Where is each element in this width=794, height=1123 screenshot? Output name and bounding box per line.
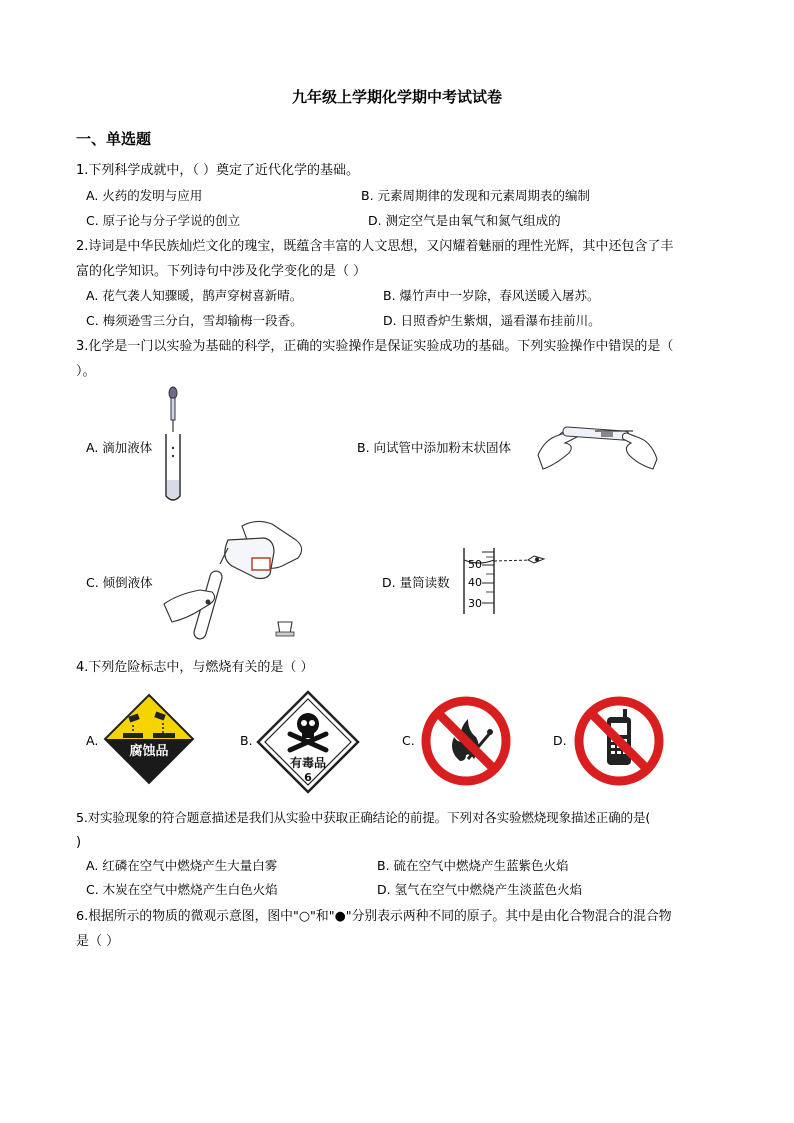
q2-option-b[interactable]: B. 爆竹声中一岁除，春风送暖入屠苏。 (383, 288, 600, 303)
q4-option-a[interactable]: A. (86, 733, 99, 748)
q2-option-c[interactable]: C. 梅须逊雪三分白，雪却输梅一段香。 (86, 313, 303, 328)
question-3-stem-line1: 3.化学是一门以实验为基础的科学，正确的实验操作是保证实验成功的基础。下列实验操作中错误的是（ (76, 339, 674, 354)
cylinder-tick-40: 40 (468, 576, 482, 589)
q1-option-c[interactable]: C. 原子论与分子学说的创立 (86, 213, 241, 228)
toxic-sign-icon (256, 690, 360, 794)
q1-option-d[interactable]: D. 测定空气是由氧气和氮气组成的 (368, 213, 561, 228)
cylinder-tick-30: 30 (468, 597, 482, 610)
question-6-stem-line2: 是（ ） (76, 934, 120, 949)
page-title: 九年级上学期化学期中考试试卷 (291, 88, 502, 106)
no-mobile-phone-sign-icon (573, 695, 665, 787)
q4-option-b[interactable]: B. (240, 733, 253, 748)
cylinder-tick-50: 50 (468, 558, 482, 571)
dropper-illustration-icon (160, 384, 190, 504)
corrosive-sign-icon (103, 693, 195, 785)
question-2-stem-line2: 富的化学知识。下列诗句中涉及化学变化的是（ ） (76, 264, 367, 279)
q5-option-b[interactable]: B. 硫在空气中燃烧产生蓝紫色火焰 (377, 858, 569, 873)
question-4-stem: 4.下列危险标志中，与燃烧有关的是（ ） (76, 660, 314, 675)
question-5-stem-line1: 5.对实验现象的符合题意描述是我们从实验中获取正确结论的前提。下列对各实验燃烧现象描述正确的是( (76, 810, 651, 825)
powder-adding-illustration-icon (535, 415, 660, 473)
q5-option-c[interactable]: C. 木炭在空气中燃烧产生白色火焰 (86, 882, 278, 897)
pouring-liquid-illustration-icon (160, 518, 310, 643)
q5-option-a[interactable]: A. 红磷在空气中燃烧产生大量白雾 (86, 858, 278, 873)
q2-option-a[interactable]: A. 花气袭人知骤暖，鹊声穿树喜新晴。 (86, 288, 303, 303)
q3-option-d[interactable]: D. 量筒读数 (382, 575, 450, 590)
toxic-sign-number: 6 (304, 771, 312, 784)
no-open-flame-sign-icon (420, 695, 512, 787)
corrosive-sign-label: 腐蚀品 (129, 744, 169, 759)
question-5-stem-line2: ) (76, 835, 82, 850)
q3-option-a[interactable]: A. 滴加液体 (86, 440, 153, 455)
q4-option-c[interactable]: C. (402, 733, 415, 748)
cylinder-reading-illustration-icon (460, 546, 550, 616)
q2-option-d[interactable]: D. 日照香炉生紫烟，遥看瀑布挂前川。 (383, 313, 601, 328)
question-3-stem-line2: ）。 (76, 364, 96, 379)
question-2-stem-line1: 2.诗词是中华民族灿烂文化的瑰宝，既蕴含丰富的人文思想，又闪耀着魅丽的理性光辉，其中还包含了丰 (76, 239, 674, 254)
q4-option-d[interactable]: D. (553, 733, 567, 748)
toxic-sign-label: 有毒品 (289, 756, 327, 770)
q3-option-b[interactable]: B. 向试管中添加粉末状固体 (357, 440, 512, 455)
q1-option-a[interactable]: A. 火药的发明与应用 (86, 188, 203, 203)
section-title: 一、单选题 (76, 130, 152, 148)
question-1-stem: 1.下列科学成就中，（ ）奠定了近代化学的基础。 (76, 163, 360, 178)
question-6-stem-line1: 6.根据所示的物质的微观示意图，图中"○"和"●"分别表示两种不同的原子。其中是由化合物混合的混合物 (76, 909, 672, 924)
q5-option-d[interactable]: D. 氢气在空气中燃烧产生淡蓝色火焰 (377, 882, 583, 897)
q3-option-c[interactable]: C. 倾倒液体 (86, 575, 153, 590)
q1-option-b[interactable]: B. 元素周期律的发现和元素周期表的编制 (361, 188, 591, 203)
